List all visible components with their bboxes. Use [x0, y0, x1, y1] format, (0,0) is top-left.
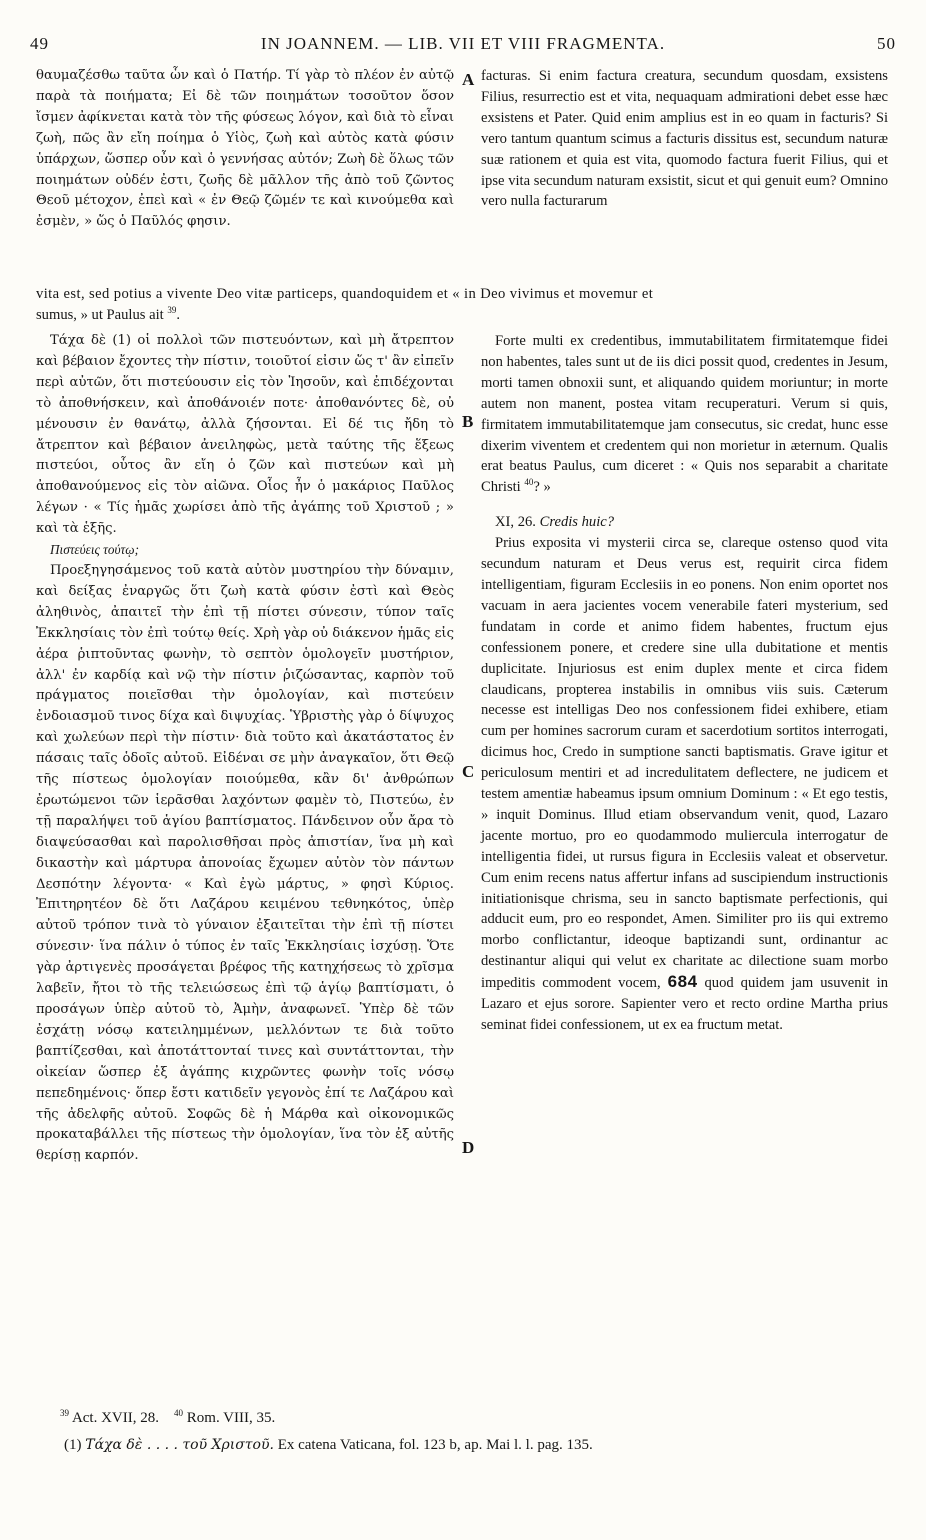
latin-column-top	[481, 66, 888, 296]
latin-paragraph-1	[481, 331, 888, 498]
verse-lemma: Credis huic?	[539, 514, 615, 531]
latin-paragraph-1-text: Forte multi ex credentibus, immutabilitatem firmitatemque fidei non habentes, tales sunt ut de iis dici possit quod, credentes in Jesum, morti tamen obnoxii sunt, et aliquando quidem moriuntur; in morte autem non manent, postea vitam recuperaturi. Verum si quis, firmitatem immutabilitatemque jam consecutus, sic credat, hunc esse dixerim viventem et credentem qui non morietur in æternum. Qualis erat beatus Paulus, cum diceret : « Quis nos separabit a charitate Christi	[481, 333, 888, 496]
footnotes	[60, 1405, 890, 1475]
spacer	[481, 498, 888, 512]
spanning-latin-text: vita est, sed potius a vivente Deo vitæ particeps, quandoquidem et « in Deo vivimus et movemur et	[36, 286, 654, 302]
latin-column-main	[481, 331, 888, 1381]
page-number-left: 49	[30, 34, 49, 53]
footnote-40-number: 40	[174, 1408, 184, 1418]
latin-paragraph-1-tail: ? »	[533, 479, 551, 496]
footnote-39-text: Act. XVII, 28.	[71, 1410, 160, 1426]
verse-reference: XI, 26.	[495, 514, 536, 531]
latin-continuation: sumus, » ut Paulus ait $^{39}$.	[36, 305, 181, 323]
footnote-1-mark: (1)	[64, 1437, 82, 1453]
page-number-right: 50	[877, 34, 896, 53]
note-ref-39: 39	[167, 305, 177, 316]
spanning-latin-line	[36, 283, 888, 305]
latin-paragraph-2	[481, 533, 888, 1036]
greek-column-main	[36, 331, 454, 1403]
footnote-line-1	[60, 1405, 890, 1432]
running-header	[30, 34, 896, 60]
latin-section-heading	[481, 512, 888, 533]
column-number: 684	[667, 972, 698, 992]
note-ref-40: 40	[524, 477, 534, 488]
latin-continuation-text: sumus, » ut Paulus ait	[36, 307, 164, 323]
footnote-line-2	[60, 1432, 890, 1459]
latin-paragraph: facturas. Si enim factura creatura, secundum quosdam, exsistens Filius, resurrectio est et vita, nequaquam admirationi debet esse hæc exsistens et Pater. Quid enim amplius est in eo quam in facturis? Si vero tantum quantum scimus a facturis dissitus est, secundum naturæ suæ rationem et quia est vita, quomodo factura fuerit Filius, qui et ipse vita secundum naturam exsistit, sicut et qui genuit eum? Omnino vero nulla facturarum	[481, 68, 888, 210]
margin-letter-a: A	[462, 70, 475, 89]
greek-paragraph: θαυμαζέσθω ταῦτα ὧν καὶ ὁ Πατήρ. Τί γὰρ τὸ πλέον ἐν αὐτῷ παρὰ τὰ ποιήματα; Εἰ δὲ τῶν ποιημάτων τοσοῦτον ὅσον ἴσμεν ἀφίκνεται κατὰ τὸν τῆς φύσεως λόγον, καὶ διὰ τὸ εἶναι ζωὴ, πῶς ἂν εἴη ποίημα ὁ Υἱὸς, ζωὴ καὶ αὐτὸς κατὰ φύσιν ὑπάρχων, ὥσπερ οὖν καὶ ὁ γεννήσας αὐτόν; Ζωὴ δὲ ὅλως τῶν ποιημάτων οὐδέν ἐστι, ζωῆς δὲ μᾶλλον τῆς ἀπὸ τοῦ ζῶντος Θεοῦ μέτοχον, ἐπεὶ καὶ « ἐν Θεῷ ζῶμέν τε καὶ κινούμεθα καὶ ἐσμὲν, » ὥς ὁ Παῦλός φησιν.	[36, 68, 454, 230]
footnote-40-text: Rom. VIII, 35.	[186, 1410, 276, 1426]
latin-paragraph-2-text: Prius exposita vi mysterii circa se, clareque ostenso quod vita secundum naturam et Deus verus est, requirit circa fidem intelligentiam, figuram Ecclesiis in eo ponens. Non enim oportet nos vacuam in aera jacientes vocem venerabile fateri mysterium, sed fundatam in corde et animo fidem habentes, fructum ejus confessionem ponere, et credere sine ulla dubitatione et mentis duplicitate. Injuriosus est enim duplex mente et circa fidem claudicans, propterea instabilis in omnibus viis suis. Cæterum necesse est intelligas Deo nos confessionem fidei exhibere, etiam cum per homines sacrorum curam et sacerdotium sortitos interrogati, dicimus hoc, Credo in sumptione sancti baptismatis. Grave igitur et periculosum mentiri et ad incredulitatem deflectere, ne judicem et testem amentiæ habeamus ipsum omnium Dominum : « Et ego testis, » inquit Dominus. Illud etiam observandum venit, quod, Lazaro jacente mortuo, pro eo quodammodo muliercula interrogatur de intelligentia fidei, ut rursus figura in Ecclesiis valeat et observetur. Cum enim recens natus affertur infans ad suscipiendum instructionis initiationisque chrisma, seu in sancto baptismate perfectionis, qui adducit eum, pro eo respondet, Amen. Similiter pro iis qui extremo morbo conflictantur, ideoque baptizandi sunt, ordinantur ac destinantur aliqui qui velut ex charitate ac dilectione suam morbo impeditis commodent vocem,	[481, 535, 888, 992]
footnote-1-text: Ex catena Vaticana, fol. 123 b, ap. Mai l. l. pag. 135.	[277, 1437, 593, 1453]
running-title: IN JOANNEM. — LIB. VII ET VIII FRAGMENTA.	[260, 34, 666, 53]
footnote-39-number: 39	[60, 1408, 69, 1418]
margin-letter-d: D	[462, 1138, 475, 1157]
margin-letter-c: C	[462, 762, 475, 781]
footnote-1-greek: Τάχα δὲ . . . . τοῦ Χριστοῦ.	[85, 1437, 274, 1453]
greek-section-heading: Πιστεύεις τούτῳ;	[50, 542, 139, 558]
greek-paragraph-1: Τάχα δὲ (1) οἱ πολλοὶ τῶν πιστευόντων, καὶ μὴ ἄτρεπτον καὶ βέβαιον ἔχοντες τὴν πίστιν, τοιοῦτοί εἰσιν ὥς τ' ἂν εἰπεῖν περὶ αὐτῶν, ὅτι πιστεύουσιν εἰς τὸν Ἰησοῦν, καὶ ἐπιδέχονται τὸ ἀποθνήσκειν, καὶ ἀποθάνοιέν ποτε· ἀποθανόντες δὲ, οὐ μένουσιν ἐν θανάτῳ, ἀλλὰ ζήσονται. Εἰ δέ τις ἤδη τὸ ἄτρεπτον καὶ βέβαιον ἀνειληφὼς, μετὰ ταύτης τῆς ἕξεως πιστεύοι, οὗτος ἂν εἴη ὁ ζῶν καὶ πιστεύων καὶ μὴ ἀποθανούμενος εἰς τὸν αἰῶνα. Οἷος ἦν ὁ μακάριος Παῦλος λέγων · « Τίς ἡμᾶς χωρίσει ἀπὸ τῆς ἀγάπης τοῦ Χριστοῦ ; » καὶ τὰ ἑξῆς.	[36, 333, 454, 537]
greek-paragraph-2: Προεξηγησάμενος τοῦ κατὰ αὐτὸν μυστηρίου τὴν δύναμιν, καὶ δείξας ἐναργῶς ὅτι ζωὴ κατὰ φύσιν ἐστὶ καὶ Θεὸς ἀληθινὸς, ἀπαιτεῖ τὴν ἐπὶ τῇ πίστει σύνεσιν, τύπον ταῖς Ἐκκλησίαις τὸν ἐπὶ τούτῳ θείς. Χρὴ γὰρ οὐ διάκενον ἡμᾶς εἰς ἀέρα ῥιπτοῦντας φωνὴν, τὸ σεπτὸν ὁμολογεῖν μυστήριον, ἀλλ' ἐν καρδίᾳ καὶ νῷ τὴν πίστιν ῥιζώσαντας, καρπὸν τοῦ πράγματος ποιεῖσθαι τὴν ὁμολογίαν, καὶ πιστεύειν ἐνδοιασμοῦ τινος δίχα καὶ διψυχίας. Ὑβριστὴς γὰρ ὁ δίψυχος καὶ χωλεύων περὶ τὴν πίστιν· διὰ τοῦτο καὶ ἀκατάστατος ἐν πάσαις ταῖς ὁδοῖς αὐτοῦ. Εἰδέναι σε μὴν ἀναγκαῖον, ὅτι Θεῷ τῆς πίστεως ὁμολογίαν ποιούμεθα, κἂν δι' ἀνθρώπων ἐρωτώμενοι τῶν ἱερᾶσθαι λαχόντων φαμὲν τὸ, Πιστεύω, ἐν τῇ παραλήψει τοῦ ἁγίου βαπτίσματος. Πάνδεινον οὖν ἄρα τὸ διαψεύσασθαι καὶ παρολισθῆσαι πρὸς ἀπιστίαν, ἵνα μὴ καὶ δικαστὴν καὶ μάρτυρα ἀπονοίας ἔχωμεν αὐτὸν τὸν πάντων Δεσπότην λέγοντα· « Καὶ ἐγὼ μάρτυς, » φησὶ Κύριος. Ἐπιτηρητέον δὲ ὅτι Λαζάρου κειμένου τεθνηκότος, ὑπὲρ αὐτοῦ τρόπον τινὰ τὸ γύναιον ἐξαιτεῖται τὴν ἐπὶ τῇ πίστει σύνεσιν· ἵνα πάλιν ὁ τύπος ἐν ταῖς Ἐκκλησίαις ἰσχύσῃ. Ὅτε γὰρ ἀρτιγενὲς προσάγεται βρέφος τῆς κατηχήσεως τὸ χρῖσμα λαβεῖν, ἤτοι τὸ τῆς τελειώσεως ἐπὶ τῷ ἁγίῳ βαπτίσματι, ὁ προσάγων ὑπὲρ αὐτοῦ τὸ, Ἀμὴν, ἀναφωνεῖ. Ὑπὲρ δὲ τῶν ἐσχάτῃ νόσῳ κατειλημμένων, μελλόντων τε διὰ τοῦτο βαπτίζεσθαι, καὶ ἀποτάττονταί τινες καὶ συντάττονται, τὴν οἰκείαν ὥσπερ ἐξ ἀγάπης κιχρῶντες φωνὴν τοῖς νόσῳ πεπεδημένοις· ὅπερ ἔστι κατιδεῖν γεγονὸς ἐπί τε Λαζάρου καὶ τῆς ἀδελφῆς αὐτοῦ. Σοφῶς δὲ ἡ Μάρθα καὶ οἰκονομικῶς προκαταβάλλει τῆς πίστεως τὴν ὁμολογίαν, ἵνα τὸν ἐξ αὐτῆς θερίσῃ καρπόν.	[36, 562, 454, 1164]
latin-paragraph-2-end: quod quidem jam usuvenit in Lazaro et ejus sorore. Sapienter vero et recto ordine Martha prius seminat fidei confessionem, ut ex ea fructum metat.	[481, 975, 888, 1033]
margin-letter-b: B	[462, 412, 474, 431]
greek-column-top	[36, 66, 454, 230]
